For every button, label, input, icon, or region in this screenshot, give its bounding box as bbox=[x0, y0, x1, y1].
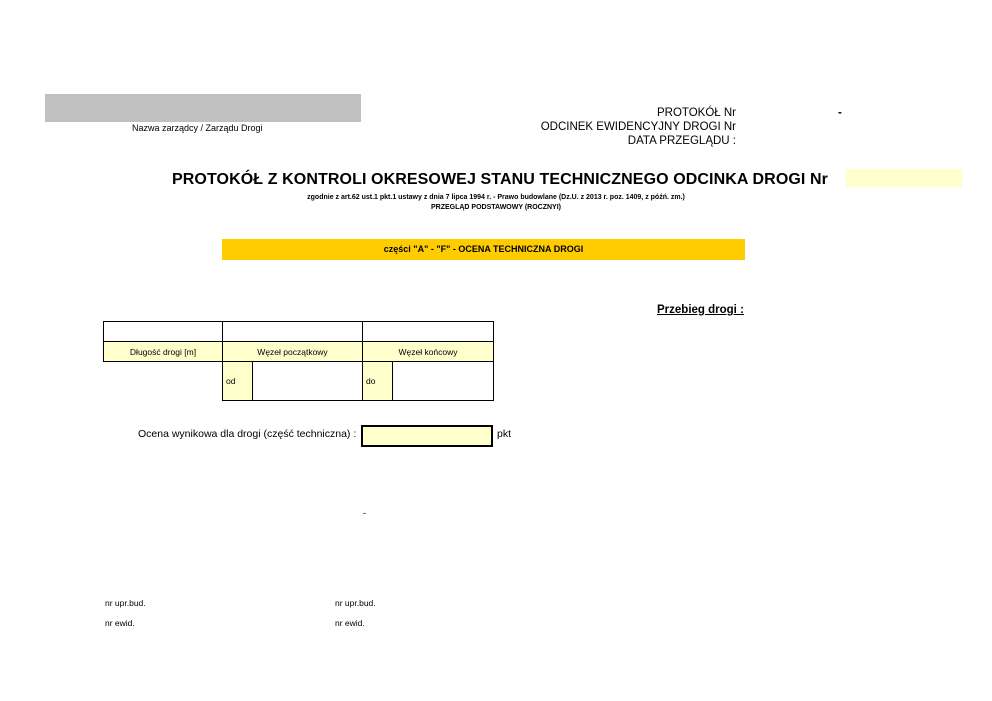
route-label: Przebieg drogi : bbox=[657, 304, 744, 316]
from-value-cell[interactable] bbox=[253, 362, 363, 401]
to-value-cell[interactable] bbox=[393, 362, 494, 401]
road-table bbox=[103, 321, 494, 401]
assessment-unit: pkt bbox=[497, 428, 512, 440]
length-value-cell[interactable] bbox=[104, 322, 223, 342]
length-header: Długość drogi [m] bbox=[104, 342, 223, 362]
right-register-nr-label: nr ewid. bbox=[335, 618, 365, 628]
legal-basis-text: zgodnie z art.62 ust.1 pkt.1 ustawy z dnia 7 lipca 1994 r. - Prawo budowlane (Dz.U. z 2013 r. poz. 1409, z późń. zm.) bbox=[307, 194, 685, 201]
left-register-nr-label: nr ewid. bbox=[105, 618, 135, 628]
manager-label: Nazwa zarządcy / Zarządu Drogi bbox=[132, 123, 263, 133]
protocol-nr-dash: - bbox=[838, 107, 842, 119]
title-nr-field[interactable] bbox=[846, 169, 962, 187]
left-license-nr-label: nr upr.bud. bbox=[105, 598, 146, 608]
start-node-header: Węzeł początkowy bbox=[223, 342, 363, 362]
end-node-header: Węzeł końcowy bbox=[363, 342, 494, 362]
to-label: do bbox=[363, 362, 393, 401]
page-title: PROTOKÓŁ Z KONTROLI OKRESOWEJ STANU TECHNICZNEGO ODCINKA DROGI Nr bbox=[172, 171, 828, 188]
inspection-date-label: DATA PRZEGLĄDU : bbox=[627, 135, 736, 147]
right-license-nr-label: nr upr.bud. bbox=[335, 598, 376, 608]
start-node-value-cell[interactable] bbox=[223, 322, 363, 342]
separator-dot: - bbox=[363, 508, 366, 518]
section-nr-label: ODCINEK EWIDENCYJNY DROGI Nr bbox=[540, 121, 736, 133]
manager-name-field[interactable] bbox=[45, 94, 361, 122]
from-label: od bbox=[223, 362, 253, 401]
protocol-nr-label: PROTOKÓŁ Nr bbox=[656, 107, 736, 119]
assessment-label: Ocena wynikowa dla drogi (część techniczna) : bbox=[138, 428, 357, 440]
empty-cell bbox=[104, 362, 223, 401]
inspection-type-text: PRZEGLĄD PODSTAWOWY (ROCZNYI) bbox=[430, 204, 562, 211]
section-band: części "A" - "F" - OCENA TECHNICZNA DROGI bbox=[222, 239, 745, 260]
assessment-score-field[interactable] bbox=[361, 425, 493, 447]
end-node-value-cell[interactable] bbox=[363, 322, 494, 342]
